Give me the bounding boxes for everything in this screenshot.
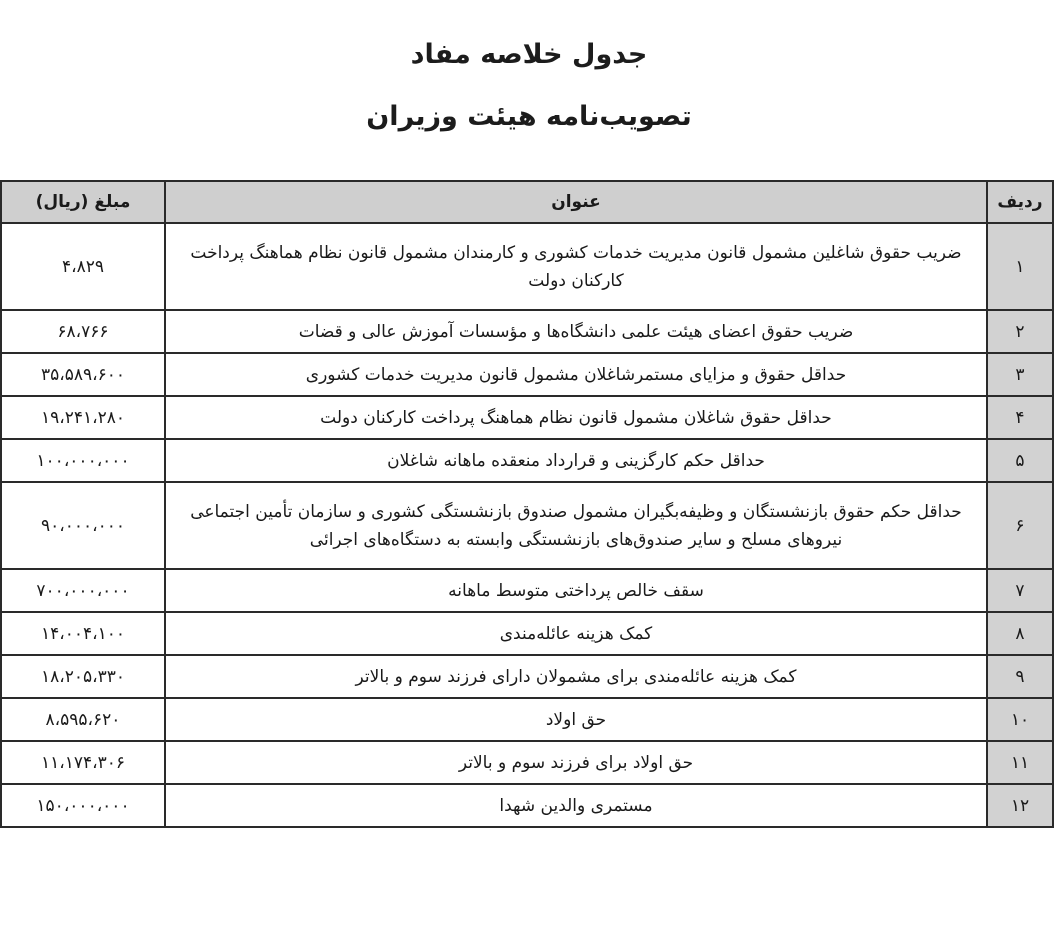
document-title: جدول خلاصه مفاد (410, 39, 648, 70)
table-row (1, 396, 1053, 439)
row-title: حداقل حقوق شاغلان مشمول قانون نظام هماهنگ پرداخت کارکنان دولت (165, 396, 987, 439)
row-title: مستمری والدین شهدا (165, 784, 987, 827)
header-index: ردیف (987, 181, 1053, 223)
row-index: ۹ (987, 655, 1053, 698)
row-index: ۳ (987, 353, 1053, 396)
table-row (1, 698, 1053, 741)
row-index: ۸ (987, 612, 1053, 655)
row-amount: ۱۱،۱۷۴،۳۰۶ (1, 741, 165, 784)
document-title-block (0, 38, 1058, 134)
table-row (1, 655, 1053, 698)
row-title: ضریب حقوق شاغلین مشمول قانون مدیریت خدمات کشوری و کارمندان مشمول قانون نظام هماهنگ پرداخت کارکنان دولت (165, 223, 987, 310)
row-title: کمک هزینه عائله‌مندی برای مشمولان دارای فرزند سوم و بالاتر (165, 655, 987, 698)
row-title: ضریب حقوق اعضای هیئت علمی دانشگاه‌ها و مؤسسات آموزش عالی و قضات (165, 310, 987, 353)
row-index: ۴ (987, 396, 1053, 439)
row-amount: ۱۹،۲۴۱،۲۸۰ (1, 396, 165, 439)
row-amount: ۴،۸۲۹ (1, 223, 165, 310)
table-row (1, 784, 1053, 827)
row-title: حداقل حکم حقوق بازنشستگان و وظیفه‌بگیران مشمول صندوق بازنشستگی کشوری و سازمان تأمین اجتماعی نیروهای مسلح و سایر صندوق‌های بازنشستگی وابسته به دستگاه‌های اجرائی (165, 482, 987, 569)
table-row (1, 741, 1053, 784)
row-index: ۱ (987, 223, 1053, 310)
row-index: ۱۲ (987, 784, 1053, 827)
row-title: کمک هزینه عائله‌مندی (165, 612, 987, 655)
document-subtitle: تصویب‌نامه هیئت وزیران (366, 101, 692, 132)
row-title: سقف خالص پرداختی متوسط ماهانه (165, 569, 987, 612)
row-amount: ۹۰،۰۰۰،۰۰۰ (1, 482, 165, 569)
header-title: عنوان (165, 181, 987, 223)
row-amount: ۱۸،۲۰۵،۳۳۰ (1, 655, 165, 698)
row-amount: ۱۰۰،۰۰۰،۰۰۰ (1, 439, 165, 482)
row-title: حق اولاد برای فرزند سوم و بالاتر (165, 741, 987, 784)
row-index: ۶ (987, 482, 1053, 569)
summary-table (0, 180, 1054, 828)
table-row (1, 310, 1053, 353)
row-amount: ۸،۵۹۵،۶۲۰ (1, 698, 165, 741)
table-row (1, 612, 1053, 655)
row-amount: ۱۵۰،۰۰۰،۰۰۰ (1, 784, 165, 827)
header-amount: مبلغ (ریال) (1, 181, 165, 223)
row-amount: ۷۰۰،۰۰۰،۰۰۰ (1, 569, 165, 612)
table-row (1, 569, 1053, 612)
row-amount: ۳۵،۵۸۹،۶۰۰ (1, 353, 165, 396)
table-row (1, 482, 1053, 569)
row-title: حداقل حقوق و مزایای مستمرشاغلان مشمول قانون مدیریت خدمات کشوری (165, 353, 987, 396)
row-index: ۷ (987, 569, 1053, 612)
row-amount: ۶۸،۷۶۶ (1, 310, 165, 353)
row-title: حق اولاد (165, 698, 987, 741)
row-title: حداقل حکم کارگزینی و قرارداد منعقده ماهانه شاغلان (165, 439, 987, 482)
row-index: ۱۱ (987, 741, 1053, 784)
table-header-row (1, 181, 1053, 223)
row-index: ۲ (987, 310, 1053, 353)
row-amount: ۱۴،۰۰۴،۱۰۰ (1, 612, 165, 655)
row-index: ۱۰ (987, 698, 1053, 741)
table-row (1, 223, 1053, 310)
row-index: ۵ (987, 439, 1053, 482)
table-row (1, 439, 1053, 482)
table-row (1, 353, 1053, 396)
